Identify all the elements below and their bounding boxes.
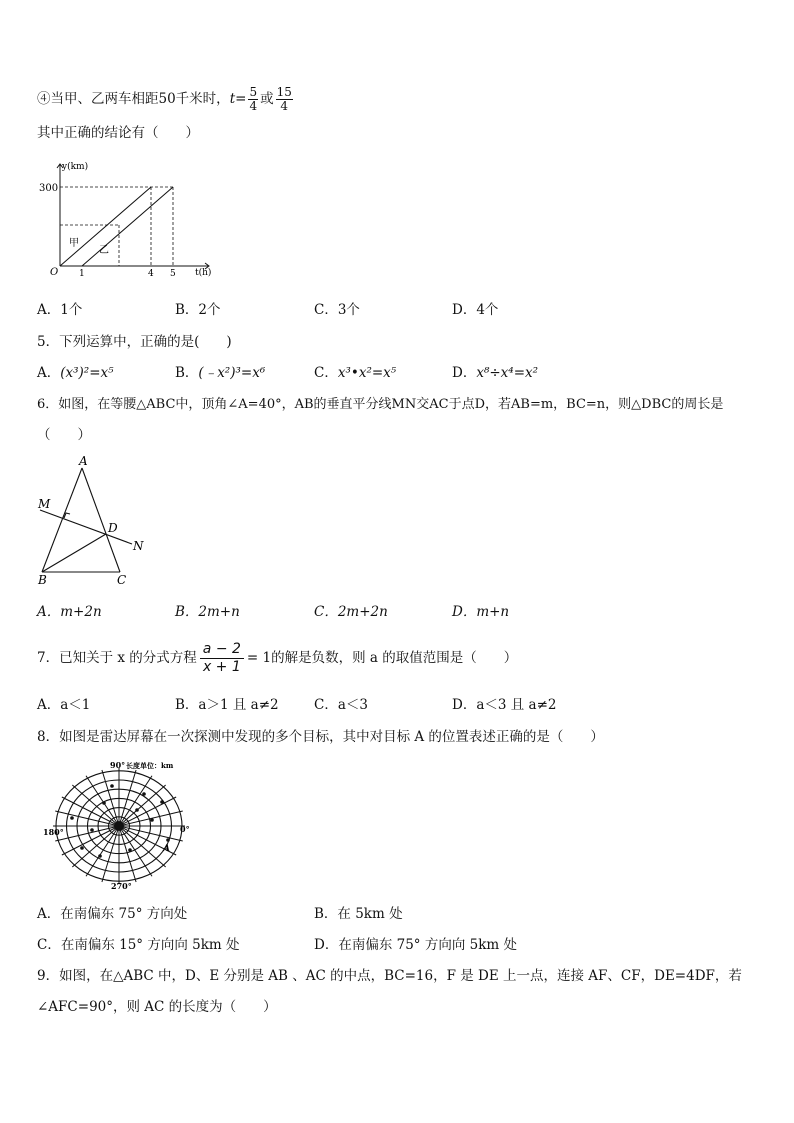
q4-distance-time-graph (36, 158, 216, 278)
q6-stem: 6．如图，在等腰△ABC中，顶角∠A=40°，AB的垂直平分线MN交AC于点D，若AB=m，BC=n，则△DBC的周长是 (37, 397, 724, 412)
fraction-denominator: 4 (280, 99, 289, 113)
label-jia: 甲 (69, 238, 79, 249)
option-expression: (﹣x²)³=x⁶ (198, 365, 266, 381)
label-270: 270° (111, 881, 132, 891)
radar-targets (70, 784, 170, 858)
x-axis-label: t(h) (195, 268, 212, 278)
q5-option-d[interactable] (452, 364, 538, 382)
label-d: D (108, 521, 118, 535)
label-90: 90° (110, 760, 126, 770)
option-letter: A． (37, 365, 61, 381)
q7-option-a[interactable]: A．a＜1 (37, 697, 91, 713)
q6-option-b[interactable]: B．2m+n (175, 604, 240, 620)
q6-triangle-figure (34, 452, 154, 592)
fraction-denominator: x + 1 (202, 659, 241, 675)
side-ab (42, 468, 82, 572)
q7-option-d[interactable]: D．a＜3 且 a≠2 (452, 697, 557, 713)
q4-option-c[interactable]: C．3个 (314, 302, 360, 318)
label-a: A (79, 454, 88, 468)
q4-question: 其中正确的结论有（ ） (37, 125, 199, 141)
origin-label: O (50, 267, 59, 278)
fraction-numerator: a − 2 (200, 641, 244, 659)
fraction-denominator: 4 (249, 99, 258, 113)
q7-option-c[interactable]: C．a＜3 (314, 697, 368, 713)
radar-center (114, 821, 124, 831)
label-m: M (38, 497, 51, 511)
t-variable: t (229, 91, 236, 107)
q7-option-b[interactable]: B．a＞1 且 a≠2 (175, 697, 279, 713)
label-yi: 乙 (99, 245, 109, 256)
x-tick-5: 5 (170, 269, 176, 278)
label-0: 0° (180, 824, 190, 834)
q8-radar-figure (42, 758, 202, 892)
line-mn (40, 510, 132, 544)
option-expression: x³•x²=x⁵ (337, 365, 397, 381)
option-letter: C． (314, 365, 338, 381)
label-c: C (117, 573, 127, 587)
q6-option-c[interactable]: C．2m+2n (314, 604, 388, 620)
q5-option-a[interactable] (37, 364, 114, 382)
q8-stem: 8．如图是雷达屏幕在一次探测中发现的多个目标，其中对目标 A 的位置表述正确的是（ ） (37, 729, 604, 745)
q5-stem: 5．下列运算中，正确的是( ) (37, 334, 232, 350)
label-b: B (38, 573, 47, 587)
q8-option-a[interactable]: A．在南偏东 75° 方向处 (37, 906, 188, 922)
q6-option-a[interactable]: A．m+2n (37, 604, 102, 620)
q8-option-d[interactable]: D．在南偏东 75° 方向向 5km 处 (314, 937, 517, 953)
stem-suffix: = 1的解是负数，则 a 的取值范围是（ ） (246, 650, 518, 666)
fraction-5-4 (248, 86, 258, 113)
q4-statement-4 (37, 86, 295, 113)
q5-option-c[interactable] (314, 364, 396, 382)
label-n: N (133, 539, 144, 553)
q6-option-d[interactable]: D．m+n (452, 604, 510, 620)
q4-option-d[interactable]: D．4个 (452, 302, 499, 318)
fraction-15-4 (276, 86, 293, 113)
q4-option-a[interactable]: A．1个 (37, 302, 83, 318)
fraction-numerator: 15 (276, 85, 292, 99)
y-tick-300: 300 (39, 183, 59, 194)
option-letter: B． (175, 365, 199, 381)
option-expression: (x³)²=x⁵ (60, 365, 114, 381)
fraction-numerator: 5 (249, 85, 258, 99)
q9-stem-line2: ∠AFC=90°，则 AC 的长度为（ ） (37, 999, 277, 1015)
unit-label: 长度单位：km (126, 761, 174, 770)
line-yi (82, 187, 173, 266)
stem-prefix: 7．已知关于 x 的分式方程 (37, 650, 197, 666)
q8-option-b[interactable]: B．在 5km 处 (314, 906, 403, 922)
q5-option-b[interactable] (175, 364, 265, 382)
q4-option-b[interactable]: B．2个 (175, 302, 221, 318)
target-a-label: A (163, 844, 170, 854)
side-ac (82, 468, 120, 572)
x-tick-1: 1 (79, 269, 85, 278)
statement-text: ④当甲、乙两车相距50千米时， (37, 91, 230, 107)
q8-option-c[interactable]: C．在南偏东 15° 方向向 5km 处 (37, 937, 240, 953)
q9-stem-line1: 9．如图，在△ABC 中，D、E 分别是 AB 、AC 的中点，BC=16，F 是 DE 上一点，连接 AF、CF，DE=4DF，若 (37, 968, 742, 984)
segment-bd (42, 534, 106, 572)
x-tick-4: 4 (148, 269, 154, 278)
q7-stem (37, 641, 517, 676)
y-axis-label: y(km) (62, 162, 89, 172)
q7-fraction (200, 641, 244, 676)
option-letter: D． (452, 365, 477, 381)
label-180: 180° (43, 827, 64, 837)
or-word: 或 (260, 91, 274, 107)
equals-sign: = (235, 91, 247, 107)
q6-stem-cont: （ ） (37, 427, 91, 443)
option-expression: x⁸÷x⁴=x² (476, 365, 539, 381)
